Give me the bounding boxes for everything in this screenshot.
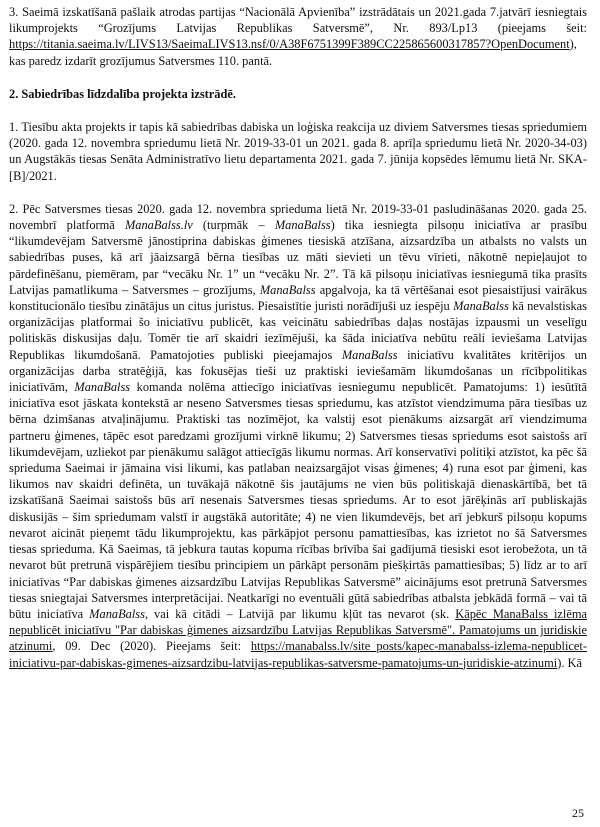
initiative-text: komanda nolēma attiecīgo iniciatīvas iesniegumu nepublicēt. Pamatojums: 1) iesūtītā iniciatīva esot jāskata kontekstā ar neseno Satversmes tiesas spriedumu, kas atzīstot viendzimuma pāra tiesības uz bērna dzimšanas atvaļinājumu. Praktiski tas nozīmējot, ka valstij esot pienākums aizsargāt arī viendzimuma partneru ģimenes, tāpēc esot paredzami grozījumi virknē likumu; 2) Satversmes tiesas spriedums esot saistošs arī likumdevējam, uzliekot par pienākumu salāgot attiecīgās likumu normas. Arī konservatīvi politiķi atzīstot, ka pēc šā sprieduma Saeimai ir jāmaina visi likumi, kas patlaban neaizsargājot visas ģimenes; 4) runa esot par ģimeni, kas likumos nav skaidri definēta, un tuvākajā nākotnē šis jautājums ne vien būs politiskajā dienaskārtībā, bet tā izskatīšanā Saeimai saistošs būs arī nesenais Satversmes tiesas spriedums. Ar to esot jārēķinās arī publiskajās diskusijās – šim spriedumam valstī ir augstākā autoritāte; 4) ne vien likumdevējs, bet arī jebkurš pilsoņu kopums nevarot aicināt pieņemt tādu likumprojektu, kas pārkāpjot personu pamattiesības, kas izrietot no šā Satversmes tiesas sprieduma. Kā Saeimas, tā jebkura tautas kopuma rīcības brīvība šai gadījumā tiesiski esot ierobežota, un tā nevarot būt pretrunā vispārējiem tiesību principiem un pārkāpt personām piešķirtās pamattiesības; 5) līdz ar to arī iniciatīvas “Par dabiskas ģimenes aizsardzību Latvijas Republikas Satversmē” aicinājums esot pretrunā Satversmes tiesas sniegtajai Satversmes interpretācijai. Neatkarīgi no eventuāli gūtā sabiedrības atbalsta jebkādā formā – vai tā būtu iniciatīva bbox=[9, 380, 588, 621]
platform-name: ManaBalss bbox=[259, 282, 316, 297]
initiative-text: , 09. Dec (2020). Pieejams šeit: bbox=[52, 639, 251, 654]
manabalss-article-title-link[interactable]: Kāpēc ManaBalss izlēma nepublicēt iniciatīvu "Par dabiskas ģimenes aizsardzību Latvijas Republikas Satversmē". Pamatojums un juridiskie atzinumi bbox=[9, 606, 588, 654]
paragraph-manabalss-initiative bbox=[9, 201, 587, 671]
initiative-text: ) tika iesniegta pilsoņu iniciatīva ar prasību “likumdevējam Satversmē jānostiprina dabiskas ģimenes tiesiskā atzīšana, aizsardzība un atbalsts no valsts un sabiedrības puses, kā arī jāaizsargā bērna tiesības uz māti sievieti un tēvu vīrieti, nākotnē nepieļaujot to pārdefinēšanu, piemēram, par “vecāku Nr. 1” un “vecāku Nr. 2”. Tā kā pilsoņu iniciatīvas iesniegumā tika prasīts Latvijas pamatlikuma – Satversmes – grozījums, bbox=[9, 218, 587, 297]
initiative-text: iniciatīvu kvalitātes kritērijos un organizācijas darba stratēģijā, kas fokusējas tieši uz praktiski ieviešamām likumdošanas un rīcībpolitikas iniciatīvām, bbox=[9, 347, 587, 395]
platform-name: ManaBalss bbox=[453, 299, 509, 314]
paragraph-bill-status bbox=[9, 4, 587, 69]
section-heading: 2. Sabiedrības līdzdalība projekta izstrādē. bbox=[9, 86, 236, 101]
platform-name: ManaBalss.lv bbox=[124, 218, 193, 233]
initiative-text: kā nevalstiskas organizācijas platformai šo iniciatīvu publicēt, kas veicinātu sabiedrības daļas nostājas izpausmi un veselīgu politiskās diskusijas daļu. Tomēr tie arī skaidri iezīmējuši, ka šāda iniciatīva nebūtu reāli ieviešama Latvijas Republikas likumdošanā. Pamatojoties publiski pieejamajos bbox=[9, 299, 587, 362]
initiative-text: (turpmāk – bbox=[192, 218, 275, 233]
page-number: 25 bbox=[572, 806, 584, 820]
platform-name: ManaBalss bbox=[341, 347, 398, 362]
platform-name: ManaBalss bbox=[274, 218, 331, 233]
platform-name: ManaBalss bbox=[89, 606, 145, 621]
bill-status-text: 3. Saeimā izskatīšanā pašlaik atrodas partijas “Nacionālā Apvienība” izstrādātais un 2021.gada 7.jatvārī iesniegtais likumprojekts “Grozījums Latvijas Republikas Satversmē”, Nr. 893/Lp13 (pieejams šeit: bbox=[9, 5, 587, 36]
initiative-text: apgalvoja, ka tā vērtēšanai esot piesaistījusi vairākus konstitucionālo tiesību zinātājus un citus juristus. Piesaistītie juristi norādījuši uz iespēju bbox=[9, 282, 587, 314]
initiative-text: , vai kā citādi – Latvijā par likumu kļūt tas nevarot (sk. bbox=[144, 606, 456, 621]
manabalss-article-url-link[interactable]: https://manabalss.lv/site_posts/kapec-manabalss-izlema-nepublicet-iniciativu-par-dabiskas-gimenes-aizsardzibu-latvijas-republikas-satversme-pamatojums-un-juridiskie-atzinumi bbox=[9, 639, 587, 670]
initiative-text: ). Kā bbox=[557, 655, 582, 670]
platform-name: ManaBalss bbox=[74, 380, 131, 395]
saeima-bill-link[interactable]: https://titania.saeima.lv/LIVS13/SaeimaLIVS13.nsf/0/A38F6751399F389CC225865600317857?OpenDocument bbox=[9, 37, 570, 52]
initiative-text: 2. Pēc Satversmes tiesas 2020. gada 12. novembra sprieduma lietā Nr. 2019-33-01 pasludināšanas 2020. gada 25. novembrī platformā bbox=[9, 201, 587, 233]
bill-status-text-end: ), kas paredz izdarīt grozījumus Satversmes 110. pantā. bbox=[9, 37, 577, 68]
paragraph-project-origin: 1. Tiesību akta projekts ir tapis kā sabiedrības dabiska un loģiska reakcija uz diviem Satversmes tiesas spriedumiem (2020. gada 12. novembra spriedumu lietā Nr. 2019-33-01 un 2021. gada 8. aprīļa spriedumu lietā Nr. 2020-34-03) un Augstākās tiesas Senāta Administratīvo lietu departamenta 2021. gada 7. jūnija kopsēdes lēmumu lietā Nr. SKA-[B]/2021. bbox=[9, 120, 587, 183]
